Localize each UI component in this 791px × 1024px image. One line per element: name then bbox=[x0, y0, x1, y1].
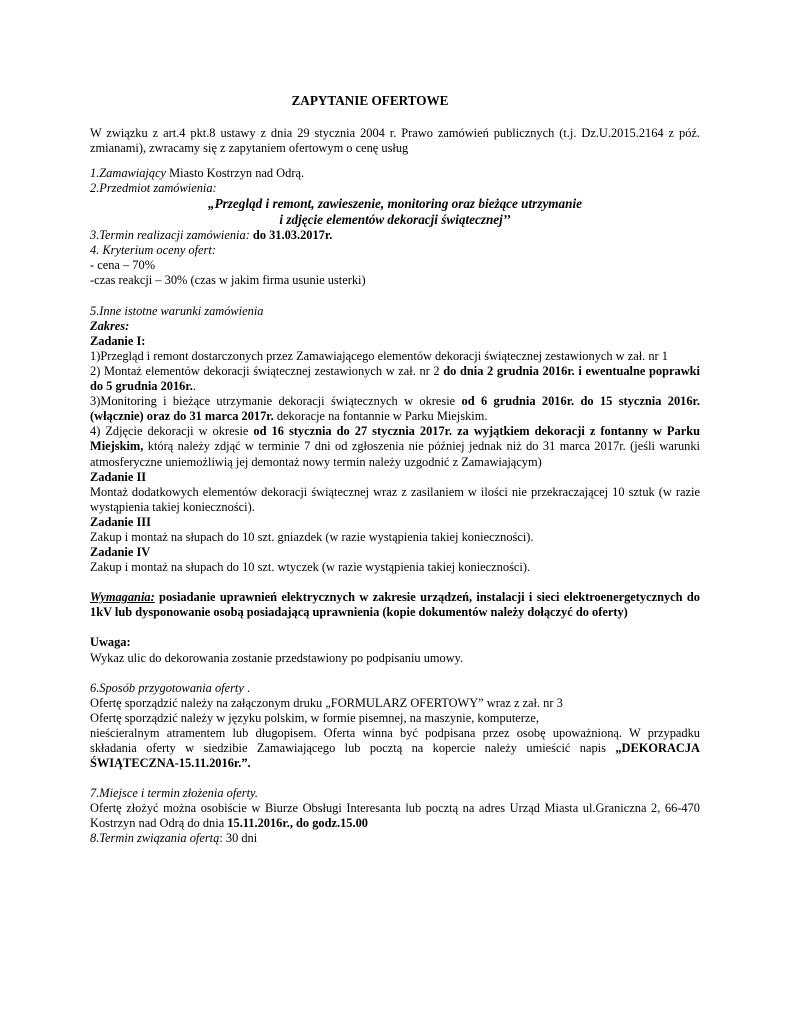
spacer bbox=[90, 289, 700, 304]
section-3-label: 3.Termin realizacji zamówienia: bbox=[90, 228, 250, 243]
task-1-item-3-dates: od 6 grudnia 2016r. do 15 stycznia 2016r. (włącznie) oraz do 31 marca 2017r. bbox=[90, 394, 700, 424]
section-8 bbox=[90, 831, 700, 846]
note-heading: Uwaga: bbox=[90, 635, 131, 650]
task-3-heading: Zadanie III bbox=[90, 514, 151, 529]
criterion-price: - cena – 70% bbox=[90, 258, 156, 273]
task-4-heading: Zadanie IV bbox=[90, 545, 151, 560]
section-7-label: 7.Miejsce i termin złożenia oferty. bbox=[90, 786, 258, 801]
task-1-item-2-end: . bbox=[192, 379, 196, 394]
requirements-label: Wymagania: bbox=[90, 590, 155, 605]
task-1-item-4 bbox=[90, 424, 700, 469]
note-text: Wykaz ulic do dekorowania zostanie przedstawiony po podpisaniu umowy. bbox=[90, 650, 464, 665]
task-1-item-3-end: dekoracje na fontannie w Parku Miejskim. bbox=[273, 409, 488, 424]
task-2-heading: Zadanie II bbox=[90, 469, 147, 484]
section-1-value: Miasto Kostrzyn nad Odrą. bbox=[166, 166, 305, 180]
section-6-line-3 bbox=[90, 726, 700, 771]
intro-paragraph: W związku z art.4 pkt.8 ustawy z dnia 29 stycznia 2004 r. Prawo zamówień publicznych (t.j. Dz.U.2015.2164 z póź. zmianami), zwracamy się z zapytaniem ofertowym o cenę usług bbox=[90, 126, 700, 156]
section-6-heading bbox=[90, 681, 700, 696]
sections-block bbox=[90, 166, 700, 847]
task-1-item-2-date: do dnia 2 grudnia 2016r. i ewentualne poprawki do 5 grudnia 2016r. bbox=[90, 363, 700, 394]
section-7-address: Ofertę złożyć można osobiście w Biurze Obsługi Interesanta lub pocztą na adres Urząd Miasta ul.Graniczna 2, 66-470 Kostrzyn nad Odrą do dnia bbox=[90, 801, 700, 831]
section-8-value: : 30 dni bbox=[219, 831, 258, 846]
section-7-text bbox=[90, 801, 700, 831]
task-1-heading: Zadanie I: bbox=[90, 333, 146, 348]
spacer bbox=[90, 666, 700, 681]
section-7-deadline: 15.11.2016r., do godz.15.00 bbox=[227, 816, 368, 831]
requirements-paragraph bbox=[90, 590, 700, 620]
section-1 bbox=[90, 166, 700, 181]
task-1-item-2-text: 2) Montaż elementów dekoracji świątecznej zestawionych w zał. nr 2 bbox=[90, 363, 444, 378]
zakres-heading: Zakres: bbox=[90, 318, 130, 333]
section-6-dot: . bbox=[243, 680, 251, 695]
subject-line-1: „Przegląd i remont, zawieszenie, monitoring oraz bieżące utrzymanie bbox=[207, 196, 583, 212]
subject-line-2: i zdjęcie elementów dekoracji świątecznej’’ bbox=[279, 212, 511, 228]
task-1-item-4-text: 4) Zdjęcie dekoracji w okresie bbox=[90, 424, 254, 439]
section-6-line-1: Ofertę sporządzić należy na załączonym druku „FORMULARZ OFERTOWY” wraz z zał. nr 3 bbox=[90, 695, 563, 710]
spacer bbox=[90, 771, 700, 786]
criterion-time: -czas reakcji – 30% (czas w jakim firma usunie usterki) bbox=[90, 273, 366, 288]
task-2-text: Montaż dodatkowych elementów dekoracji świątecznej wraz z zasilaniem w ilości nie przekraczającej 10 sztuk (w razie wystąpienia takiej konieczności). bbox=[90, 484, 700, 514]
section-2-label: 2.Przedmiot zamówienia: bbox=[90, 181, 217, 196]
section-4-label: 4. Kryterium oceny ofert: bbox=[90, 243, 216, 258]
section-6-line-3-text: nieścieralnym atramentem lub długopisem. Oferta winna być podpisana przez osobę upoważnioną. W przypadku składania oferty w siedzibie Zamawiającego lub pocztą na kopercie należy umieścić napis bbox=[90, 725, 700, 755]
task-1-item-4-end: którą należy zdjąć w terminie 7 dni od zgłoszenia nie później jednak niż do 31 marca 2017r. (jeśli warunki atmosferyczne uniemożliwią jej demontaż nowy termin należy uzgodnić z Zamawiającym) bbox=[90, 439, 700, 469]
section-1-label: 1.Zamawiający bbox=[90, 166, 167, 180]
task-1-item-3 bbox=[90, 394, 700, 424]
section-6-line-2: Ofertę sporządzić należy w języku polskim, w formie pisemnej, na maszynie, komputerze, bbox=[90, 710, 540, 725]
task-4-text: Zakup i montaż na słupach do 10 szt. wtyczek (w razie wystąpienia takiej konieczności). bbox=[90, 560, 531, 575]
spacer bbox=[90, 620, 700, 635]
section-5-label: 5.Inne istotne warunki zamówienia bbox=[90, 303, 264, 318]
task-1-item-3-text: 3)Monitoring i bieżące utrzymanie dekoracji świątecznych w okresie bbox=[90, 394, 462, 409]
task-1-item-4-dates: od 16 stycznia do 27 stycznia 2017r. za wyjątkiem dekoracji z fontanny w Parku Miejskim, bbox=[90, 424, 700, 454]
document-title: ZAPYTANIE OFERTOWE bbox=[291, 93, 449, 108]
section-8-label: 8.Termin związania ofertą bbox=[90, 831, 220, 846]
task-3-text: Zakup i montaż na słupach do 10 szt. gniazdek (w razie wystąpienia takiej konieczności). bbox=[90, 529, 534, 544]
spacer bbox=[90, 575, 700, 590]
task-1-item-1: 1)Przegląd i remont dostarczonych przez Zamawiającego elementów dekoracji świątecznej zestawionych w zał. nr 1 bbox=[90, 348, 668, 363]
section-3-value: do 31.03.2017r. bbox=[249, 228, 333, 243]
section-6-label: 6.Sposób przygotowania oferty bbox=[90, 680, 244, 695]
requirements-text: posiadanie uprawnień elektrycznych w zakresie urządzeń, instalacji i sieci elektroenergetycznych do 1kV lub dysponowanie osobą posiadającą uprawnienia (kopie dokumentów należy dołączyć do oferty) bbox=[90, 590, 700, 620]
section-6-envelope-label: „DEKORACJA ŚWIĄTECZNA-15.11.2016r.”. bbox=[90, 741, 700, 771]
task-1-item-2 bbox=[90, 364, 700, 394]
section-3 bbox=[90, 228, 700, 243]
